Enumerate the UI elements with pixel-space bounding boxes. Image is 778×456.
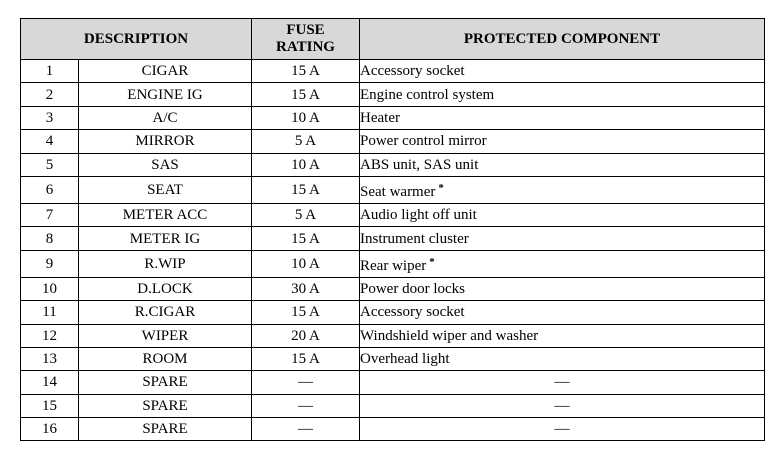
fuse-description: SAS <box>79 153 252 176</box>
protected-component <box>360 176 765 203</box>
header-fuse-rating <box>252 19 360 60</box>
table-row <box>21 106 765 129</box>
fuse-number: 12 <box>21 324 79 347</box>
fuse-number: 7 <box>21 203 79 226</box>
fuse-number: 9 <box>21 250 79 277</box>
table-row <box>21 227 765 250</box>
protected-component-text: Power control mirror <box>360 133 487 150</box>
fuse-rating: 10 A <box>252 106 360 129</box>
fuse-table <box>20 18 765 441</box>
fuse-rating: 15 A <box>252 227 360 250</box>
protected-component <box>360 227 765 250</box>
fuse-number: 4 <box>21 130 79 153</box>
fuse-rating: 10 A <box>252 153 360 176</box>
protected-component <box>360 301 765 324</box>
fuse-description: CIGAR <box>79 60 252 83</box>
protected-component-text: ABS unit, SAS unit <box>360 156 479 173</box>
protected-component <box>360 418 765 441</box>
protected-component <box>360 153 765 176</box>
table-row <box>21 371 765 394</box>
protected-component-text: — <box>554 397 570 414</box>
protected-component <box>360 394 765 417</box>
protected-component <box>360 347 765 370</box>
table-row <box>21 153 765 176</box>
table-row <box>21 130 765 153</box>
protected-component-text: Instrument cluster <box>360 230 469 247</box>
table-row <box>21 83 765 106</box>
fuse-description: MIRROR <box>79 130 252 153</box>
table-row <box>21 60 765 83</box>
table-row <box>21 277 765 300</box>
protected-component <box>360 277 765 300</box>
fuse-description: R.CIGAR <box>79 301 252 324</box>
fuse-rating: 20 A <box>252 324 360 347</box>
protected-component <box>360 250 765 277</box>
fuse-table-header <box>21 19 765 60</box>
header-protected-component: PROTECTED COMPONENT <box>360 19 765 60</box>
fuse-description: METER ACC <box>79 203 252 226</box>
fuse-number: 10 <box>21 277 79 300</box>
fuse-number: 13 <box>21 347 79 370</box>
fuse-number: 14 <box>21 371 79 394</box>
header-description: DESCRIPTION <box>21 19 252 60</box>
fuse-number: 16 <box>21 418 79 441</box>
table-row <box>21 347 765 370</box>
fuse-rating: 30 A <box>252 277 360 300</box>
fuse-description: ENGINE IG <box>79 83 252 106</box>
fuse-description: SEAT <box>79 176 252 203</box>
table-row <box>21 324 765 347</box>
table-row <box>21 394 765 417</box>
protected-component-text: Power door locks <box>360 280 465 297</box>
protected-component-text: Heater <box>360 109 400 126</box>
fuse-description: A/C <box>79 106 252 129</box>
fuse-rating: 15 A <box>252 60 360 83</box>
fuse-rating: 5 A <box>252 130 360 153</box>
fuse-description: WIPER <box>79 324 252 347</box>
fuse-rating: 15 A <box>252 176 360 203</box>
protected-component <box>360 83 765 106</box>
protected-component-text: Seat warmer <box>360 183 436 200</box>
protected-component-text: Windshield wiper and washer <box>360 327 539 344</box>
header-row <box>21 19 765 60</box>
footnote-asterisk: * <box>429 255 435 268</box>
fuse-number: 15 <box>21 394 79 417</box>
fuse-number: 8 <box>21 227 79 250</box>
fuse-description: SPARE <box>79 418 252 441</box>
fuse-number: 1 <box>21 60 79 83</box>
table-row <box>21 203 765 226</box>
table-row <box>21 176 765 203</box>
fuse-number: 5 <box>21 153 79 176</box>
table-row <box>21 418 765 441</box>
fuse-description: SPARE <box>79 394 252 417</box>
fuse-description: ROOM <box>79 347 252 370</box>
protected-component-text: Rear wiper <box>360 257 427 274</box>
fuse-table-body <box>21 60 765 441</box>
header-fuse-rating-line2: RATING <box>276 39 335 55</box>
fuse-rating: 10 A <box>252 250 360 277</box>
fuse-number: 6 <box>21 176 79 203</box>
protected-component-text: Accessory socket <box>360 63 465 80</box>
protected-component-text: Engine control system <box>360 86 495 103</box>
fuse-number: 11 <box>21 301 79 324</box>
protected-component-text: — <box>554 421 570 438</box>
fuse-rating: 5 A <box>252 203 360 226</box>
table-row <box>21 301 765 324</box>
protected-component <box>360 324 765 347</box>
table-row <box>21 250 765 277</box>
fuse-rating: 15 A <box>252 301 360 324</box>
fuse-description: D.LOCK <box>79 277 252 300</box>
protected-component-text: Audio light off unit <box>360 207 477 224</box>
header-fuse-rating-line1: FUSE <box>286 22 325 38</box>
protected-component-text: Overhead light <box>360 351 450 368</box>
protected-component <box>360 130 765 153</box>
protected-component-text: Accessory socket <box>360 304 465 321</box>
protected-component-text: — <box>554 374 570 391</box>
protected-component <box>360 106 765 129</box>
fuse-rating: — <box>252 394 360 417</box>
fuse-number: 3 <box>21 106 79 129</box>
fuse-rating: — <box>252 418 360 441</box>
fuse-number: 2 <box>21 83 79 106</box>
fuse-rating: 15 A <box>252 347 360 370</box>
fuse-description: SPARE <box>79 371 252 394</box>
protected-component <box>360 60 765 83</box>
fuse-description: R.WIP <box>79 250 252 277</box>
fuse-rating: 15 A <box>252 83 360 106</box>
fuse-description: METER IG <box>79 227 252 250</box>
protected-component <box>360 371 765 394</box>
protected-component <box>360 203 765 226</box>
footnote-asterisk: * <box>438 181 444 194</box>
fuse-rating: — <box>252 371 360 394</box>
